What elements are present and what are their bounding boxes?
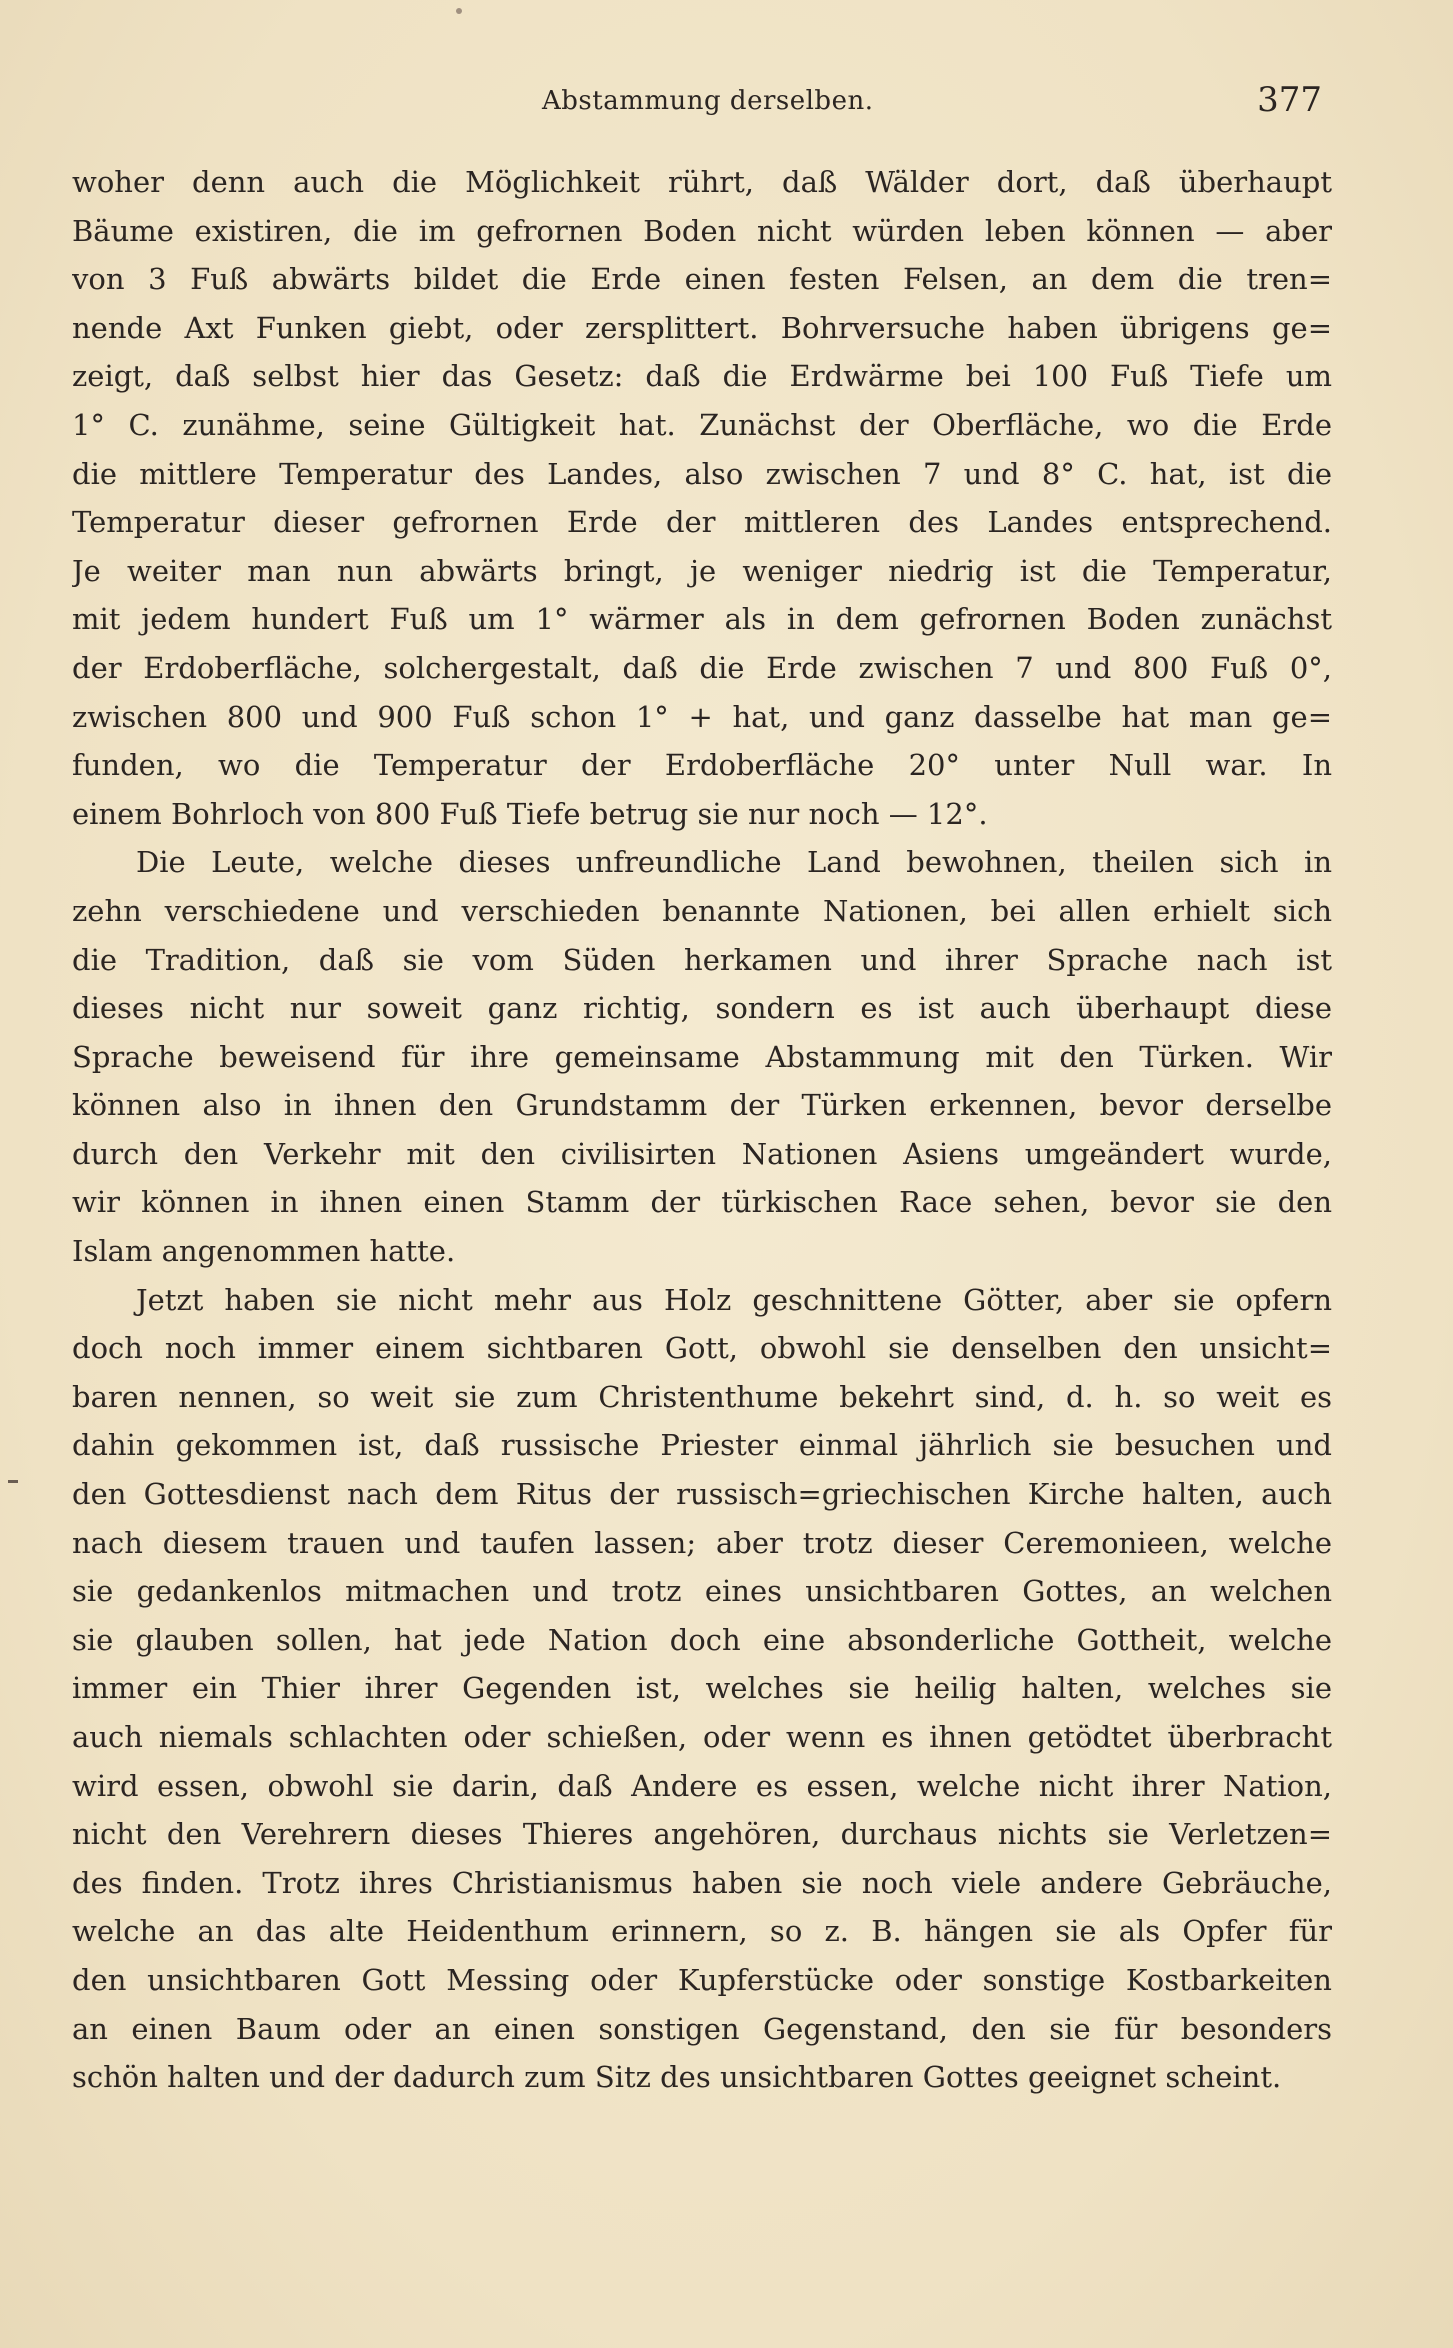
text-line: nende Axt Funken giebt, oder zersplittert. Bohrversuche haben übrigens ge= [72,310,1332,345]
text-line: welche an das alte Heidenthum erinnern, so z. B. hängen sie als Opfer für [72,1914,1332,1949]
text-line: des finden. Trotz ihres Christianismus haben sie noch viele andere Gebräuche, [72,1865,1332,1900]
text-line: den Gottesdienst nach dem Ritus der russisch=griechischen Kirche halten, auch [72,1477,1332,1512]
running-title: Abstammung derselben. [542,86,874,116]
text-line: Bäume existiren, die im gefrornen Boden nicht würden leben können — aber [72,213,1332,248]
text-line: können also in ihnen den Grundstamm der Türken erkennen, bevor derselbe [72,1088,1332,1123]
text-line: funden, wo die Temperatur der Erdoberfläche 20° unter Null war. In [72,748,1332,783]
ink-speck [456,8,462,14]
text-line: einem Bohrloch von 800 Fuß Tiefe betrug sie nur noch — 12°. [72,796,988,831]
page-header [72,80,1322,126]
text-line: dahin gekommen ist, daß russische Priester einmal jährlich sie besuchen und [72,1428,1332,1463]
text-line: wir können in ihnen einen Stamm der türkischen Race sehen, bevor sie den [72,1185,1332,1220]
text-line: mit jedem hundert Fuß um 1° wärmer als in dem gefrornen Boden zunächst [72,602,1332,637]
page-number: 377 [1257,80,1322,120]
text-line: nach diesem trauen und taufen lassen; aber trotz dieser Ceremonieen, welche [72,1525,1332,1560]
text-line: zeigt, daß selbst hier das Gesetz: daß die Erdwärme bei 100 Fuß Tiefe um [72,359,1332,394]
text-line: zwischen 800 und 900 Fuß schon 1° + hat, und ganz dasselbe hat man ge= [72,699,1332,734]
text-line: wird essen, obwohl sie darin, daß Andere es essen, welche nicht ihrer Nation, [72,1768,1332,1803]
text-line: Islam angenommen hatte. [72,1234,456,1269]
text-line: Je weiter man nun abwärts bringt, je weniger niedrig ist die Temperatur, [72,553,1332,588]
text-line: nicht den Verehrern dieses Thieres angehören, durchaus nichts sie Verletzen= [72,1817,1332,1852]
body-text [72,158,1332,2102]
text-line: auch niemals schlachten oder schießen, oder wenn es ihnen getödtet überbracht [72,1720,1332,1754]
text-line: die Tradition, daß sie vom Süden herkamen und ihrer Sprache nach ist [72,942,1332,977]
text-line: die mittlere Temperatur des Landes, also zwischen 7 und 8° C. hat, ist die [72,456,1332,491]
text-line: woher denn auch die Möglichkeit rührt, daß Wälder dort, daß überhaupt [72,165,1332,199]
text-line: von 3 Fuß abwärts bildet die Erde einen festen Felsen, an dem die tren= [72,262,1332,297]
text-line: 1° C. zunähme, seine Gültigkeit hat. Zunächst der Oberfläche, wo die Erde [72,407,1332,442]
margin-mark [8,1480,18,1483]
text-line: Temperatur dieser gefrornen Erde der mittleren des Landes entsprechend. [72,505,1332,540]
text-line: Sprache beweisend für ihre gemeinsame Abstammung mit den Türken. Wir [72,1039,1332,1074]
text-line: Die Leute, welche dieses unfreundliche Land bewohnen, theilen sich in [136,845,1332,880]
text-line: sie glauben sollen, hat jede Nation doch eine absonderliche Gottheit, welche [72,1622,1332,1657]
text-line: an einen Baum oder an einen sonstigen Gegenstand, den sie für besonders [72,2011,1332,2046]
text-line: schön halten und der dadurch zum Sitz des unsichtbaren Gottes geeignet scheint. [72,2060,1282,2095]
text-line: Jetzt haben sie nicht mehr aus Holz geschnittene Götter, aber sie opfern [136,1282,1332,1317]
text-line: den unsichtbaren Gott Messing oder Kupferstücke oder sonstige Kostbarkeiten [72,1962,1332,1997]
text-line: doch noch immer einem sichtbaren Gott, obwohl sie denselben den unsicht= [72,1331,1332,1366]
text-line: baren nennen, so weit sie zum Christenthume bekehrt sind, d. h. so weit es [72,1379,1332,1414]
text-line: durch den Verkehr mit den civilisirten Nationen Asiens umgeändert wurde, [72,1136,1332,1171]
text-line: dieses nicht nur soweit ganz richtig, sondern es ist auch überhaupt diese [72,991,1332,1026]
text-line: zehn verschiedene und verschieden benannte Nationen, bei allen erhielt sich [72,893,1332,928]
text-line: der Erdoberfläche, solchergestalt, daß die Erde zwischen 7 und 800 Fuß 0°, [72,650,1332,685]
text-line: immer ein Thier ihrer Gegenden ist, welches sie heilig halten, welches sie [72,1671,1332,1706]
text-line: sie gedankenlos mitmachen und trotz eines unsichtbaren Gottes, an welchen [72,1574,1332,1609]
